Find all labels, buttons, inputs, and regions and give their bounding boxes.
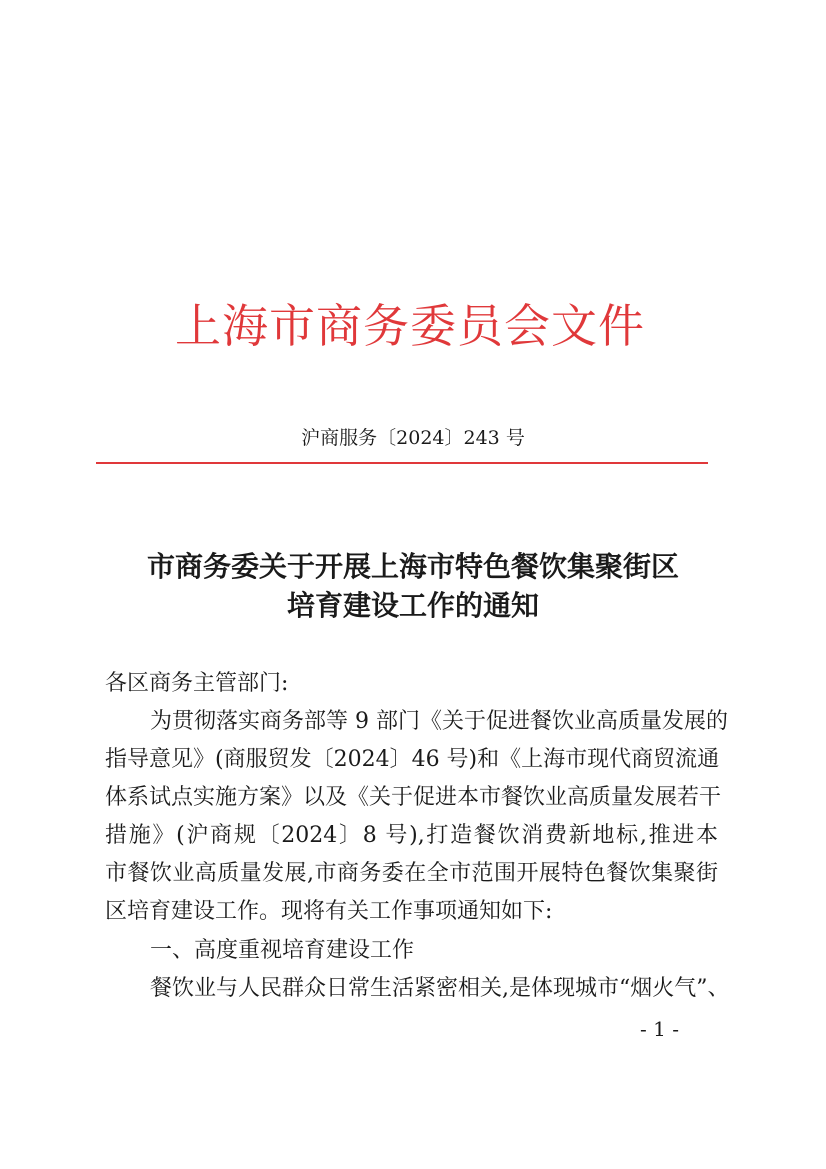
paragraph-line: 市餐饮业高质量发展,市商务委在全市范围开展特色餐饮集聚街: [105, 861, 718, 886]
paragraph-line: 指导意见》(商服贸发〔2024〕46 号)和《上海市现代商贸流通: [105, 747, 720, 772]
document-title-line-1: 市商务委关于开展上海市特色餐饮集聚街区: [146, 550, 679, 583]
paragraph-line: 体系试点实施方案》以及《关于促进本市餐饮业高质量发展若干: [105, 785, 722, 810]
paragraph-line: 为贯彻落实商务部等 9 部门《关于促进餐饮业高质量发展的: [150, 709, 728, 734]
paragraph-line: 措施》(沪商规〔2024〕8 号),打造餐饮消费新地标,推进本: [105, 823, 718, 848]
red-divider: [96, 462, 708, 464]
page-number: - 1 -: [640, 1017, 679, 1041]
document-number: 沪商服务〔2024〕243 号: [301, 427, 525, 449]
salutation: 各区商务主管部门:: [105, 671, 289, 696]
section-heading: 一、高度重视培育建设工作: [150, 938, 415, 963]
paragraph-line: 餐饮业与人民群众日常生活紧密相关,是体现城市“烟火气”、: [150, 976, 730, 1001]
document-title-line-2: 培育建设工作的通知: [286, 589, 539, 622]
paragraph-line: 区培育建设工作。现将有关工作事项通知如下:: [105, 899, 553, 924]
issuer-title: 上海市商务委员会文件: [175, 299, 645, 353]
